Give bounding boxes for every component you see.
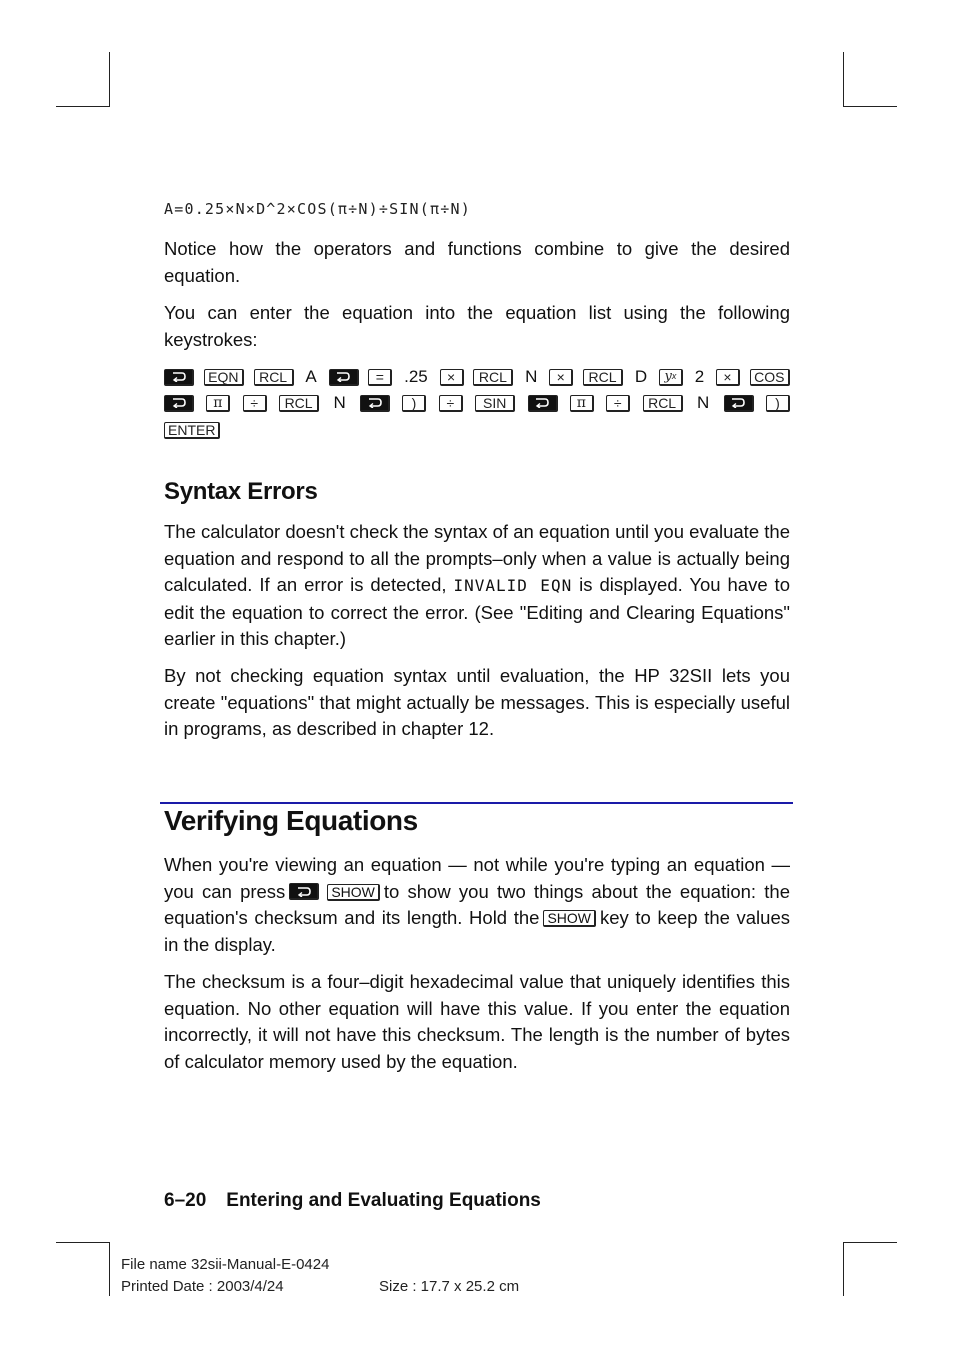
syntax-paragraph-2: By not checking equation syntax until evaluation, the HP 32SII lets you create "equations" that might actually be messages. This is especially useful in programs, as described in chapter 12. (164, 665, 790, 739)
syntax-paragraph-1 (164, 519, 790, 653)
page-size: Size : 17.7 x 25.2 cm (379, 1278, 520, 1295)
multiply-key: × (716, 369, 740, 386)
eqn-key: EQN (204, 369, 244, 386)
rcl-key: RCL (254, 369, 294, 386)
multiply-key: × (549, 369, 573, 386)
divide-key: ÷ (606, 395, 630, 412)
crop-mark-bottom-left-v (109, 1242, 110, 1296)
right-shift-icon (164, 369, 194, 386)
divide-key: ÷ (243, 395, 267, 412)
verify-p1-b: to show you two things about the equation: the equation's checksum and its length. Hold the (164, 880, 790, 928)
close-paren-key: ) (402, 395, 426, 412)
rcl-key: RCL (279, 395, 319, 412)
crop-mark-top-right-v (843, 52, 844, 106)
keystroke-text: N (333, 393, 346, 412)
chapter-title: Entering and Evaluating Equations (226, 1190, 541, 1211)
invalid-eqn-display: INVALID EQN (453, 576, 573, 595)
file-name: File name 32sii-Manual-E-0424 (121, 1256, 330, 1273)
right-shift-icon (724, 395, 754, 412)
keystroke-line-1 (164, 366, 790, 388)
keystroke-line-2 (164, 392, 790, 414)
verifying-equations-heading: Verifying Equations (164, 805, 418, 836)
close-paren-key: ) (766, 395, 790, 412)
keystroke-text: .25 (404, 367, 428, 386)
keystroke-text: D (634, 367, 648, 386)
page-footer (164, 1190, 541, 1212)
page-number: 6–20 (164, 1190, 207, 1211)
keystroke-text: N (525, 367, 538, 386)
sin-key: SIN (475, 395, 515, 412)
multiply-key: × (440, 369, 464, 386)
right-shift-icon (289, 883, 319, 900)
verify-paragraph-2: The checksum is a four–digit hexadecimal value that uniquely identifies this equation. No other equation will have this value. If you enter the equation incorrectly, it will not have this checksum. The length is the number of bytes of calculator memory used by the equation. (164, 971, 790, 1072)
keystroke-text: A (305, 367, 317, 386)
keystroke-text: N (696, 393, 710, 412)
cos-key: COS (750, 369, 790, 386)
rcl-key: RCL (473, 369, 513, 386)
enter-key: ENTER (164, 422, 220, 439)
crop-mark-top-left-v (109, 52, 110, 106)
pi-key: π (206, 395, 230, 412)
verify-paragraph-1 (164, 852, 790, 958)
equals-key: = (368, 369, 392, 386)
show-key-2: SHOW (543, 910, 596, 927)
right-shift-icon (528, 395, 558, 412)
verify-p1-c: key to keep the values in the display. (164, 907, 791, 955)
right-shift-icon (329, 369, 359, 386)
printed-date: Printed Date : 2003/4/24 (121, 1278, 284, 1295)
show-key: SHOW (327, 884, 380, 901)
power-key: y x (659, 369, 683, 386)
rcl-key: RCL (643, 395, 683, 412)
enter-paragraph: You can enter the equation into the equation list using the following keystrokes: (164, 302, 790, 350)
crop-mark-top-right-h (843, 106, 897, 107)
keystroke-text: 2 (694, 367, 705, 386)
rcl-key: RCL (583, 369, 623, 386)
equation-display: A=0.25×N×D^2×COS(π÷N)÷SIN(π÷N) (164, 200, 471, 218)
syntax-errors-heading: Syntax Errors (164, 478, 318, 505)
notice-paragraph: Notice how the operators and functions combine to give the desired equation. (164, 238, 790, 286)
keystroke-line-3 (164, 419, 790, 441)
verify-p1-a: When you're viewing an equation — not while you're typing an equation — you can press (164, 854, 790, 902)
section-rule (160, 802, 793, 804)
crop-mark-top-left-h (56, 106, 110, 107)
pi-key: π (570, 395, 594, 412)
crop-mark-bottom-right-h (843, 1242, 897, 1243)
crop-mark-bottom-left-h (56, 1242, 110, 1243)
syntax-p1-before: The calculator doesn't check the syntax of an equation until you evaluate the equation and respond to all the prompts–only when a value is actually being calculated. If an error is detected, (164, 521, 790, 595)
right-shift-icon (360, 395, 390, 412)
divide-key: ÷ (439, 395, 463, 412)
syntax-p1-after: is displayed. You have to edit the equation to correct the error. (See "Editing and Clearing Equations" earlier in this chapter.) (164, 574, 790, 649)
right-shift-icon (164, 395, 194, 412)
crop-mark-bottom-right-v (843, 1242, 844, 1296)
